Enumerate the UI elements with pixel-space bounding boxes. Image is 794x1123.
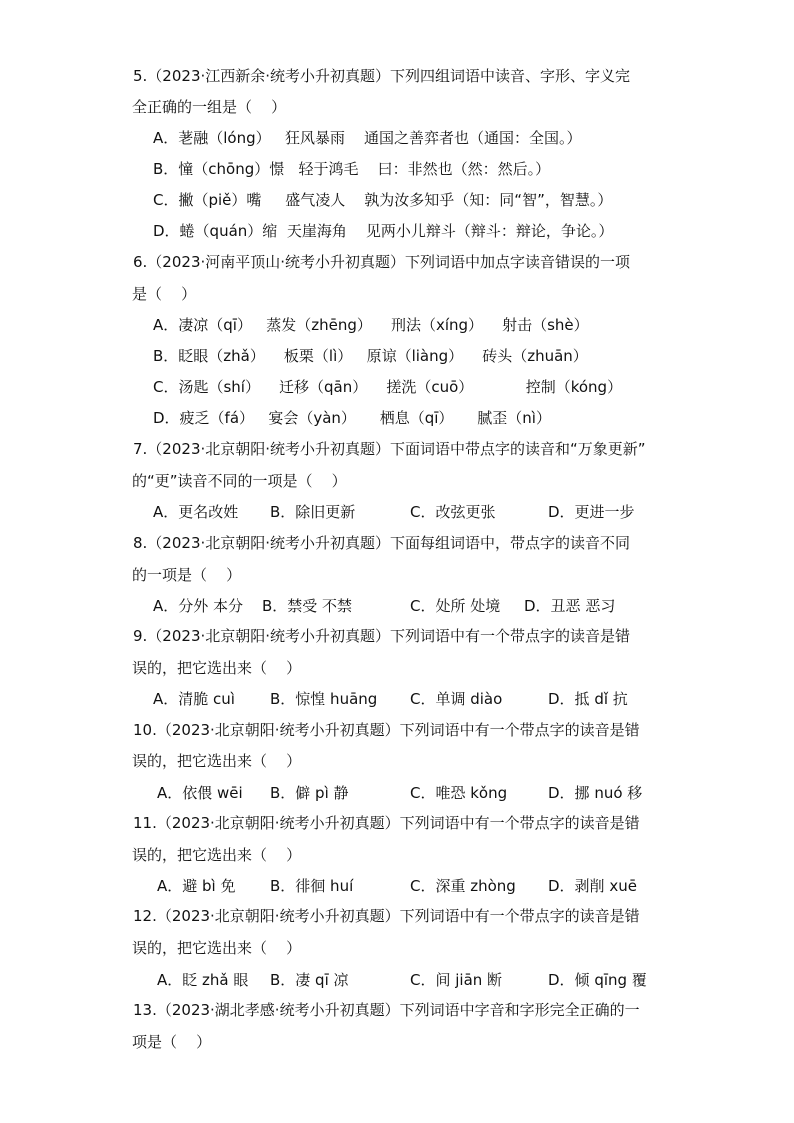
answer-option[interactable]: C．唯恐 kǒng bbox=[410, 784, 508, 802]
question-stem-continued: 误的，把它选出来（ ） bbox=[132, 939, 302, 957]
option-row bbox=[0, 596, 794, 616]
option-row bbox=[0, 689, 794, 709]
answer-option[interactable]: B．徘徊 huí bbox=[270, 877, 354, 895]
answer-option[interactable]: B．僻 pì 静 bbox=[270, 784, 349, 802]
question-stem-continued: 是（ ） bbox=[132, 285, 197, 303]
question-stem: 10.（2023·北京朝阳·统考小升初真题）下列词语中有一个带点字的读音是错 bbox=[133, 721, 640, 739]
option-row bbox=[0, 159, 794, 179]
question-stem-continued: 误的，把它选出来（ ） bbox=[132, 659, 302, 677]
answer-option[interactable]: D．倾 qīng 覆 bbox=[548, 971, 647, 989]
answer-option[interactable]: B．憧（chōng）憬 轻于鸿毛 曰：非然也（然：然后。） bbox=[153, 160, 551, 178]
question-stem-continued: 的一项是（ ） bbox=[132, 566, 242, 584]
question-stem-continued: 误的，把它选出来（ ） bbox=[132, 846, 302, 864]
answer-option[interactable]: C．汤匙（shí） 迁移（qān） 搓洗（cuō） 控制（kóng） bbox=[153, 378, 623, 396]
answer-option[interactable]: D．丑恶 恶习 bbox=[524, 597, 616, 615]
answer-option[interactable]: D．剥削 xuē bbox=[548, 877, 637, 895]
answer-option[interactable]: A．避 bì 免 bbox=[157, 877, 236, 895]
answer-option[interactable]: C．处所 处境 bbox=[410, 597, 501, 615]
question-stem: 7.（2023·北京朝阳·统考小升初真题）下面词语中带点字的读音和“万象更新” bbox=[133, 440, 646, 458]
answer-option[interactable]: A．更名改姓 bbox=[153, 503, 239, 521]
option-row bbox=[0, 190, 794, 210]
option-row bbox=[0, 876, 794, 896]
answer-option[interactable]: C．撇（piě）嘴 盛气凌人 孰为汝多知乎（知：同“智”，智慧。） bbox=[153, 191, 613, 209]
answer-option[interactable]: B．凄 qī 凉 bbox=[270, 971, 349, 989]
answer-option[interactable]: B．禁受 不禁 bbox=[262, 597, 353, 615]
question-stem: 9.（2023·北京朝阳·统考小升初真题）下列词语中有一个带点字的读音是错 bbox=[133, 627, 631, 645]
question-stem: 5.（2023·江西新余·统考小升初真题）下列四组词语中读音、字形、字义完 bbox=[133, 67, 631, 85]
answer-option[interactable]: D．更进一步 bbox=[548, 503, 635, 521]
answer-option[interactable]: C．改弦更张 bbox=[410, 503, 496, 521]
question-stem: 6.（2023·河南平顶山·统考小升初真题）下列词语中加点字读音错误的一项 bbox=[133, 253, 631, 271]
option-row bbox=[0, 502, 794, 522]
answer-option[interactable]: A．眨 zhǎ 眼 bbox=[157, 971, 249, 989]
answer-option[interactable]: A．分外 本分 bbox=[153, 597, 244, 615]
answer-option[interactable]: D．挪 nuó 移 bbox=[548, 784, 643, 802]
question-stem: 12.（2023·北京朝阳·统考小升初真题）下列词语中有一个带点字的读音是错 bbox=[133, 907, 640, 925]
answer-option[interactable]: A．凄凉（qī） 蒸发（zhēng） 刑法（xíng） 射击（shè） bbox=[153, 316, 589, 334]
option-row bbox=[0, 346, 794, 366]
option-row bbox=[0, 377, 794, 397]
answer-option[interactable]: B．眨眼（zhǎ） 板栗（lì） 原谅（liàng） 砖头（zhuān） bbox=[153, 347, 588, 365]
answer-option[interactable]: B．除旧更新 bbox=[270, 503, 356, 521]
option-row bbox=[0, 221, 794, 241]
answer-option[interactable]: A．依偎 wēi bbox=[157, 784, 243, 802]
answer-option[interactable]: A．清脆 cuì bbox=[153, 690, 235, 708]
option-row bbox=[0, 970, 794, 990]
question-stem: 11.（2023·北京朝阳·统考小升初真题）下列词语中有一个带点字的读音是错 bbox=[133, 814, 640, 832]
question-stem: 8.（2023·北京朝阳·统考小升初真题）下面每组词语中，带点字的读音不同 bbox=[133, 534, 631, 552]
answer-option[interactable]: D．疲乏（fá） 宴会（yàn） 栖息（qī） 腻歪（nì） bbox=[153, 409, 551, 427]
answer-option[interactable]: B．惊惶 huāng bbox=[270, 690, 378, 708]
question-stem-continued: 全正确的一组是（ ） bbox=[132, 98, 287, 116]
option-row bbox=[0, 783, 794, 803]
answer-option[interactable]: D．抵 dǐ 抗 bbox=[548, 690, 628, 708]
question-stem: 13.（2023·湖北孝感·统考小升初真题）下列词语中字音和字形完全正确的一 bbox=[133, 1001, 640, 1019]
question-stem-continued: 误的，把它选出来（ ） bbox=[132, 752, 302, 770]
answer-option[interactable]: C．单调 diào bbox=[410, 690, 503, 708]
question-stem-continued: 项是（ ） bbox=[132, 1033, 212, 1051]
option-row bbox=[0, 315, 794, 335]
answer-option[interactable]: A．荖融（lóng） 狂风暴雨 通国之善弈者也（通国：全国。） bbox=[153, 129, 582, 147]
option-row bbox=[0, 128, 794, 148]
answer-option[interactable]: C．深重 zhòng bbox=[410, 877, 516, 895]
option-row bbox=[0, 408, 794, 428]
answer-option[interactable]: C．间 jiān 断 bbox=[410, 971, 503, 989]
answer-option[interactable]: D．蜷（quán）缩 天崖海角 见两小儿辩斗（辩斗：辩论，争论。） bbox=[153, 222, 614, 240]
question-stem-continued: 的“更”读音不同的一项是（ ） bbox=[132, 472, 347, 490]
